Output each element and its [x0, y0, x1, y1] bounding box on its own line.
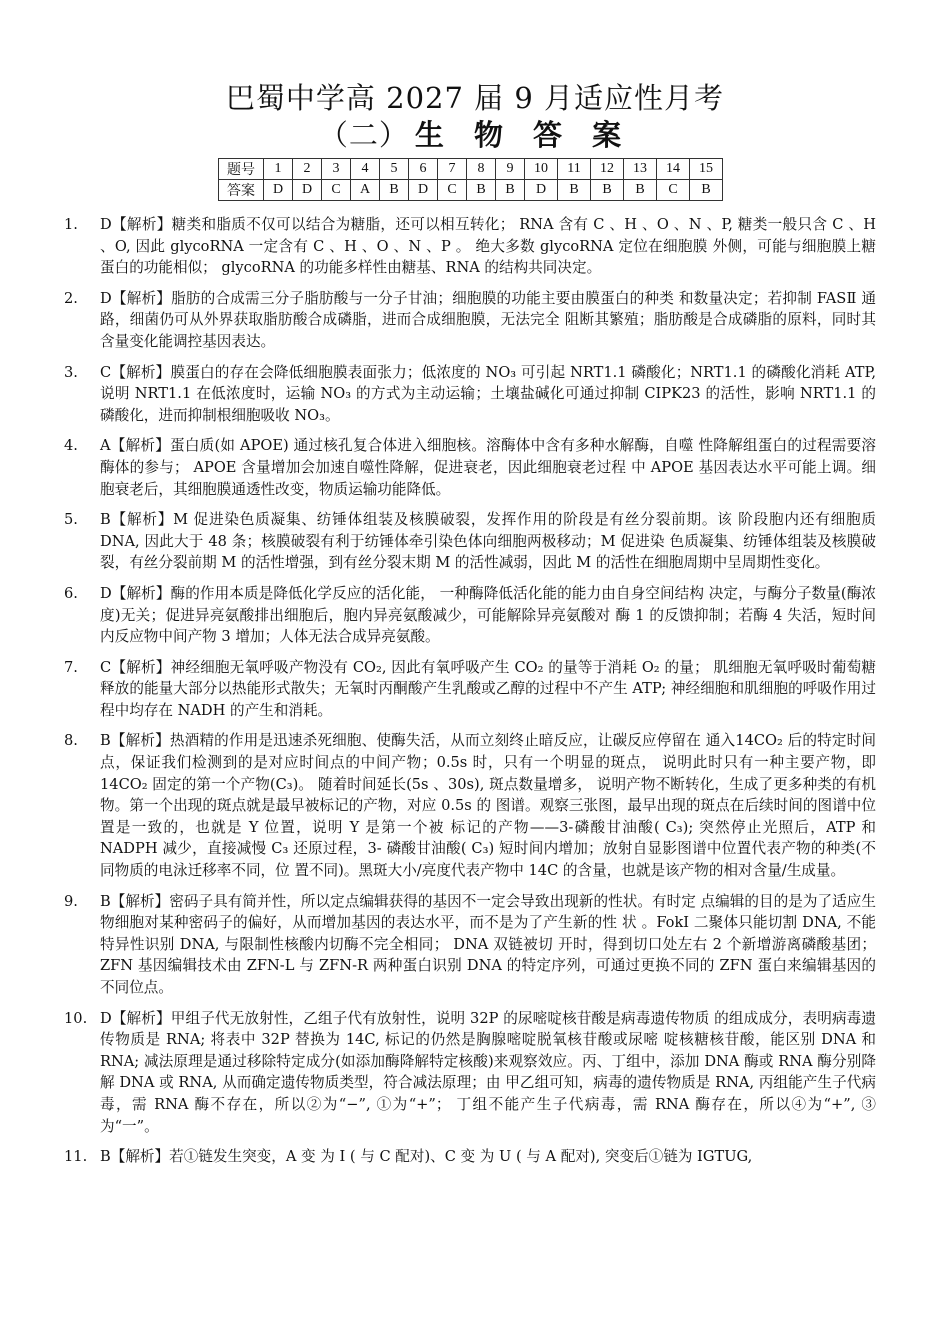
answer-cell: B — [690, 180, 723, 201]
explanation-item — [64, 730, 876, 881]
answer-cell: C — [438, 180, 467, 201]
explanation-item — [64, 657, 876, 722]
subtitle-bold: 生 物 答 案 — [414, 118, 632, 152]
answer-cell: C — [657, 180, 690, 201]
explanation-item — [64, 891, 876, 999]
explanation-item — [64, 583, 876, 648]
question-number: 13 — [624, 159, 657, 180]
explanation-list — [64, 214, 876, 1177]
item-number: 6. — [64, 584, 78, 602]
answer-cell: B — [467, 180, 496, 201]
item-number: 2. — [64, 289, 78, 307]
item-text: C【解析】膜蛋白的存在会降低细胞膜表面张力；低浓度的 NO₃ 可引起 NRT1.1 磷酸化；NRT1.1 的磷酸化消耗 ATP, 说明 NRT1.1 在低浓度时，运输 NO₃ 的方式为主动运输；土壤盐碱化可通过抑制 CIPK23 的活性，影响 NRT1.1 的磷酸化，进而抑制根细胞吸收 NO₃。 — [100, 363, 876, 424]
answer-cell: A — [351, 180, 380, 201]
question-number: 11 — [558, 159, 591, 180]
answer-cell: B — [558, 180, 591, 201]
subtitle-paren: （二） — [318, 118, 409, 152]
item-number: 1. — [64, 216, 78, 233]
item-text: B【解析】M 促进染色质凝集、纺锤体组装及核膜破裂，发挥作用的阶段是有丝分裂前期。该 阶段胞内还有细胞质 DNA, 因此大于 48 条；核膜破裂有利于纺锤体牵引染色体向细胞两极移动；M 促进染 色质凝集、纺锤体组装及核膜破裂，有丝分裂前期 M 的活性增强，到有丝分裂末期 M 的活性减弱，因此 M 的活性在细胞周期中呈周期性变化。 — [100, 511, 876, 572]
question-number: 10 — [525, 159, 558, 180]
answer-table-row-answers — [219, 180, 723, 201]
answer-cell: D — [293, 180, 322, 201]
item-text: D【解析】脂肪的合成需三分子脂肪酸与一分子甘油；细胞膜的功能主要由膜蛋白的种类 和数量决定；若抑制 FASⅡ 通路，细菌仍可从外界获取脂肪酸合成磷脂，进而合成细胞膜，无法完全 阻断其繁殖；脂肪酸是合成磷脂的原料，同时其含量变化能调控基因表达。 — [100, 289, 876, 350]
question-number: 15 — [690, 159, 723, 180]
question-number: 7 — [438, 159, 467, 180]
item-text: B【解析】密码子具有简并性，所以定点编辑获得的基因不一定会导致出现新的性状。有时定 点编辑的目的是为了适应生物细胞对某种密码子的偏好，从而增加基因的表达水平，而不是为了产生新的性 状 。FokI 二聚体只能切割 DNA, 不能特异性识别 DNA, 与限制性核酸内切酶不完全相同； DNA 双链被切 开时，得到切口处左右 2 个新增游离磷酸基团； ZFN 基因编辑技术由 ZFN-L 与 ZFN-R 两种蛋白识别 DNA 的特定序列，可通过更换不同的 ZFN 蛋白来编辑基因的不同位点。 — [100, 892, 876, 996]
item-number: 9. — [64, 892, 78, 910]
question-number: 14 — [657, 159, 690, 180]
question-number: 9 — [496, 159, 525, 180]
row-label: 题号 — [219, 159, 264, 180]
explanation-item — [64, 214, 876, 279]
explanation-item — [64, 1008, 876, 1138]
explanation-item — [64, 435, 876, 500]
item-text: D【解析】甲组子代无放射性，乙组子代有放射性，说明 32P 的尿嘧啶核苷酸是病毒遗传物质 的组成成分，表明病毒遗传物质是 RNA; 将表中 32P 替换为 14C, 标记的仍然是胸腺嘧啶脱氧核苷酸或尿嘧 啶核糖核苷酸，能区别 DNA 和 RNA; 减法原理是通过移除特定成分(如添加酶降解特定核酸)来观察效应。丙、丁组中，添加 DNA 酶或 RNA 酶分别降解 DNA 或 RNA, 从而确定遗传物质类型，符合减法原理；由 甲乙组可知，病毒的遗传物质是 RNA, 丙组能产生子代病毒，需 RNA 酶不存在，所以②为“−”, ①为“+”； 丁组不能产生子代病毒，需 RNA 酶存在，所以④为“+”, ③ 为“一”。 — [100, 1009, 876, 1135]
question-number: 12 — [591, 159, 624, 180]
item-text: B【解析】若①链发生突变，A 变 为 I ( 与 C 配对)、C 变 为 U ( 与 A 配对), 突变后①链为 IGTUG, — [100, 1148, 753, 1166]
item-number: 3. — [64, 363, 78, 381]
item-text: A【解析】蛋白质(如 APOE) 通过核孔复合体进入细胞核。溶酶体中含有多种水解酶，自噬 性降解组蛋白的过程需要溶酶体的参与； APOE 含量增加会加速自噬性降解，促进衰老，因此细胞衰老过程 中 APOE 基因表达水平可能上调。细胞衰老后，其细胞膜通透性改变，物质运输功能降低。 — [100, 437, 876, 498]
answer-cell: B — [496, 180, 525, 201]
question-number: 6 — [409, 159, 438, 180]
explanation-item — [64, 288, 876, 353]
question-number: 5 — [380, 159, 409, 180]
item-number: 4. — [64, 437, 78, 455]
answer-cell: D — [264, 180, 293, 201]
item-number: 8. — [64, 732, 78, 750]
answer-table-row-numbers — [219, 159, 723, 180]
answer-table — [218, 158, 723, 201]
question-number: 8 — [467, 159, 496, 180]
item-number: 5. — [64, 511, 78, 529]
answer-cell: B — [591, 180, 624, 201]
answer-cell: C — [322, 180, 351, 201]
answer-cell: D — [409, 180, 438, 201]
question-number: 2 — [293, 159, 322, 180]
document-title: 巴蜀中学高 2027 届 9 月适应性月考 — [225, 81, 725, 115]
answer-cell: B — [624, 180, 657, 201]
explanation-item — [64, 362, 876, 427]
answer-cell: B — [380, 180, 409, 201]
row-label: 答案 — [219, 180, 264, 201]
explanation-item — [64, 509, 876, 574]
item-number: 11. — [64, 1148, 88, 1166]
item-text: B【解析】热酒精的作用是迅速杀死细胞、使酶失活，从而立刻终止暗反应，让碳反应停留在 通入14CO₂ 后的特定时间点，保证我们检测到的是对应时间点的中间产物；0.5s 时，只有一个明显的斑点， 说明此时只有一种主要产物，即 14CO₂ 固定的第一个产物(C₃)。 随着时间延长(5s 、30s), 斑点数量增多， 说明产物不断转化，生成了更多种类的有机物。第一个出现的斑点就是最早被标记的产物，对应 0.5s 的 图谱。观察三张图，最早出现的斑点在后续时间的图谱中位置是一致的，也就是 Y 位置，说明 Y 是第一个被 标记的产物——3-磷酸甘油酸( C₃); 突然停止光照后，ATP 和 NADPH 减少，直接减慢 C₃ 还原过程，3- 磷酸甘油酸( C₃) 短时间内增加；放射自显影图谱中位置代表产物的种类(不同物质的电泳迁移率不同，位 置不同)。黑斑大小/亮度代表产物中 14C 的含量，也就是该产物的相对含量/生成量。 — [100, 732, 876, 880]
question-number: 1 — [264, 159, 293, 180]
item-number: 7. — [64, 658, 78, 676]
question-number: 4 — [351, 159, 380, 180]
item-text: C【解析】神经细胞无氧呼吸产物没有 CO₂, 因此有氧呼吸产生 CO₂ 的量等于消耗 O₂ 的量； 肌细胞无氧呼吸时葡萄糖释放的能量大部分以热能形式散失；无氧时丙酮酸产生乳酸或乙醇的过程中不产生 ATP; 神经细胞和肌细胞的呼吸作用过程中均存在 NADH 的产生和消耗。 — [100, 658, 876, 719]
document-subtitle — [0, 113, 950, 154]
question-number: 3 — [322, 159, 351, 180]
item-number: 10. — [64, 1009, 88, 1027]
item-text: D【解析】糖类和脂质不仅可以结合为糖脂，还可以相互转化； RNA 含有 C 、H 、O 、N 、P, 糖类一般只含 C 、H 、O, 因此 glycoRNA 一定含有 C 、H 、O 、N 、P 。 绝大多数 glycoRNA 定位在细胞膜 外侧，可能与细胞膜上糖蛋白的功能相似； glycoRNA 的功能多样性由糖基、RNA 的结构共同决定。 — [100, 216, 876, 277]
explanation-item — [64, 1146, 876, 1168]
answer-cell: D — [525, 180, 558, 201]
item-text: D【解析】酶的作用本质是降低化学反应的活化能， 一种酶降低活化能的能力由自身空间结构 决定，与酶分子数量(酶浓度)无关；促进异亮氨酸排出细胞后，胞内异亮氨酸减少，可能解除异亮氨酸对 酶 1 的反馈抑制；若酶 4 失活，短时间内反应物中间产物 3 增加；人体无法合成异亮氨酸。 — [100, 584, 876, 646]
